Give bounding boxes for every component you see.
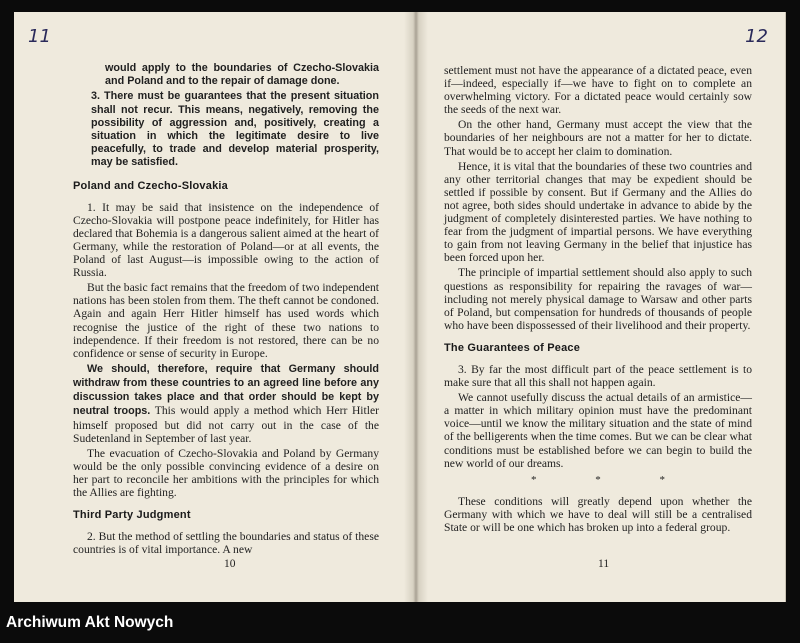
left-folio-number: 11	[28, 26, 51, 47]
paragraph: settlement must not have the appearance of a dictated peace, even if—indeed, especially if—we have to fight on to complete an overwhelming victory. For a dictated peace would certainly sow the seeds of the next war.	[444, 64, 752, 117]
book-spread	[14, 12, 786, 602]
paragraph: The principle of impartial settlement should also apply to such questions as responsibility for repairing the ravages of war—including not merely physical damage to Warsaw and other parts of Poland, but compensation for hundreds of thousands of people who have been dispossessed of their livelihood and their property.	[444, 266, 752, 332]
left-page-number: 10	[224, 558, 236, 570]
left-text-column	[73, 62, 379, 559]
paragraph: Hence, it is vital that the boundaries of these two countries and any other territorial changes that may be expedient should be settled if possible by consent. But if Germany and the Allies do not agree, both sides should undertake in advance to abide by the judgment of completely disinterested parties. We have nothing to fear from the judgment of impartial persons. We have everything to gain from not leaving Germany in the belief that injustice has been forced upon her.	[444, 159, 752, 265]
point-3-text: There must be guarantees that the present situation shall not recur. This means, negatively, removing the possibility of aggression and, positively, creating a situation in which the legitimate desire to live peacefully, to trade and develop material prosperity, may be satisfied.	[91, 90, 379, 169]
section-heading-third-party: Third Party Judgment	[73, 509, 191, 522]
right-page	[428, 12, 786, 602]
section-heading-guarantees: The Guarantees of Peace	[444, 341, 581, 354]
withdrawal-rest-text: This would apply a method which Herr Hitler himself proposed but did not carry out in the case of the Sudetenland in September of last year.	[73, 404, 379, 445]
left-page	[14, 12, 404, 602]
archive-watermark-label: Archiwum Akt Nowych	[6, 614, 174, 631]
section-heading-poland: Poland and Czecho-Slovakia	[73, 179, 228, 192]
intro-paragraph: would apply to the boundaries of Czecho-Slovakia and Poland and to the repair of damage done.	[105, 62, 379, 88]
book-gutter	[404, 12, 428, 602]
right-page-number: 11	[598, 558, 610, 570]
paragraph: 2. But the method of settling the boundaries and status of these countries is of vital importance. A new	[73, 530, 379, 557]
paragraph: We cannot usefully discuss the actual details of an armistice—a matter in which military opinion must have the predominant voice—until we know the military situation and the state of mind of the belligerents when the time comes. But we can be clear what conditions must be established before we can begin to build the new world of our dreams.	[444, 391, 752, 470]
point-3-number: 3.	[91, 90, 101, 103]
point-3-paragraph	[91, 90, 379, 169]
paragraph: But the basic fact remains that the freedom of two independent nations has been stolen from them. The theft cannot be condoned. Again and again Herr Hitler himself has used words which recognise the justice of the right of these two nations to independence. If their freedom is not restored, there can be no confidence or sense of security in Europe.	[73, 281, 379, 360]
section-break-stars: * * *	[531, 473, 693, 486]
paragraph: These conditions will greatly depend upon whether the Germany with which we have to deal will still be a centralised State or will be one which has broken up into a federal group.	[444, 494, 752, 534]
paragraph-withdrawal	[73, 362, 379, 445]
paragraph: On the other hand, Germany must accept the view that the boundaries of her neighbours are not a matter for her to dictate. That would be to accept her claim to domination.	[444, 118, 752, 158]
paragraph: 3. By far the most difficult part of the peace settlement is to make sure that all this shall not happen again.	[444, 362, 752, 390]
paragraph: The evacuation of Czecho-Slovakia and Poland by Germany would be the only possible convincing evidence of a desire on her part to reconcile her ambitions with the principles for which the Allies are fighting.	[73, 446, 379, 500]
withdrawal-bold-text: We should, therefore, require that Germany should withdraw from these countries to an agreed line before any discussion takes place and that order should be kept by neutral troops.	[73, 362, 379, 418]
right-text-column	[444, 64, 752, 536]
right-folio-number: 12	[745, 26, 768, 47]
paragraph: 1. It may be said that insistence on the independence of Czecho-Slovakia will postpone peace indefinitely, for Hitler has declared that Bohemia is a dangerous salient aimed at the heart of Germany, while the restoration of Poland—or at all events, the Poland of last August—is impossible owing to the action of Russia.	[73, 200, 379, 280]
